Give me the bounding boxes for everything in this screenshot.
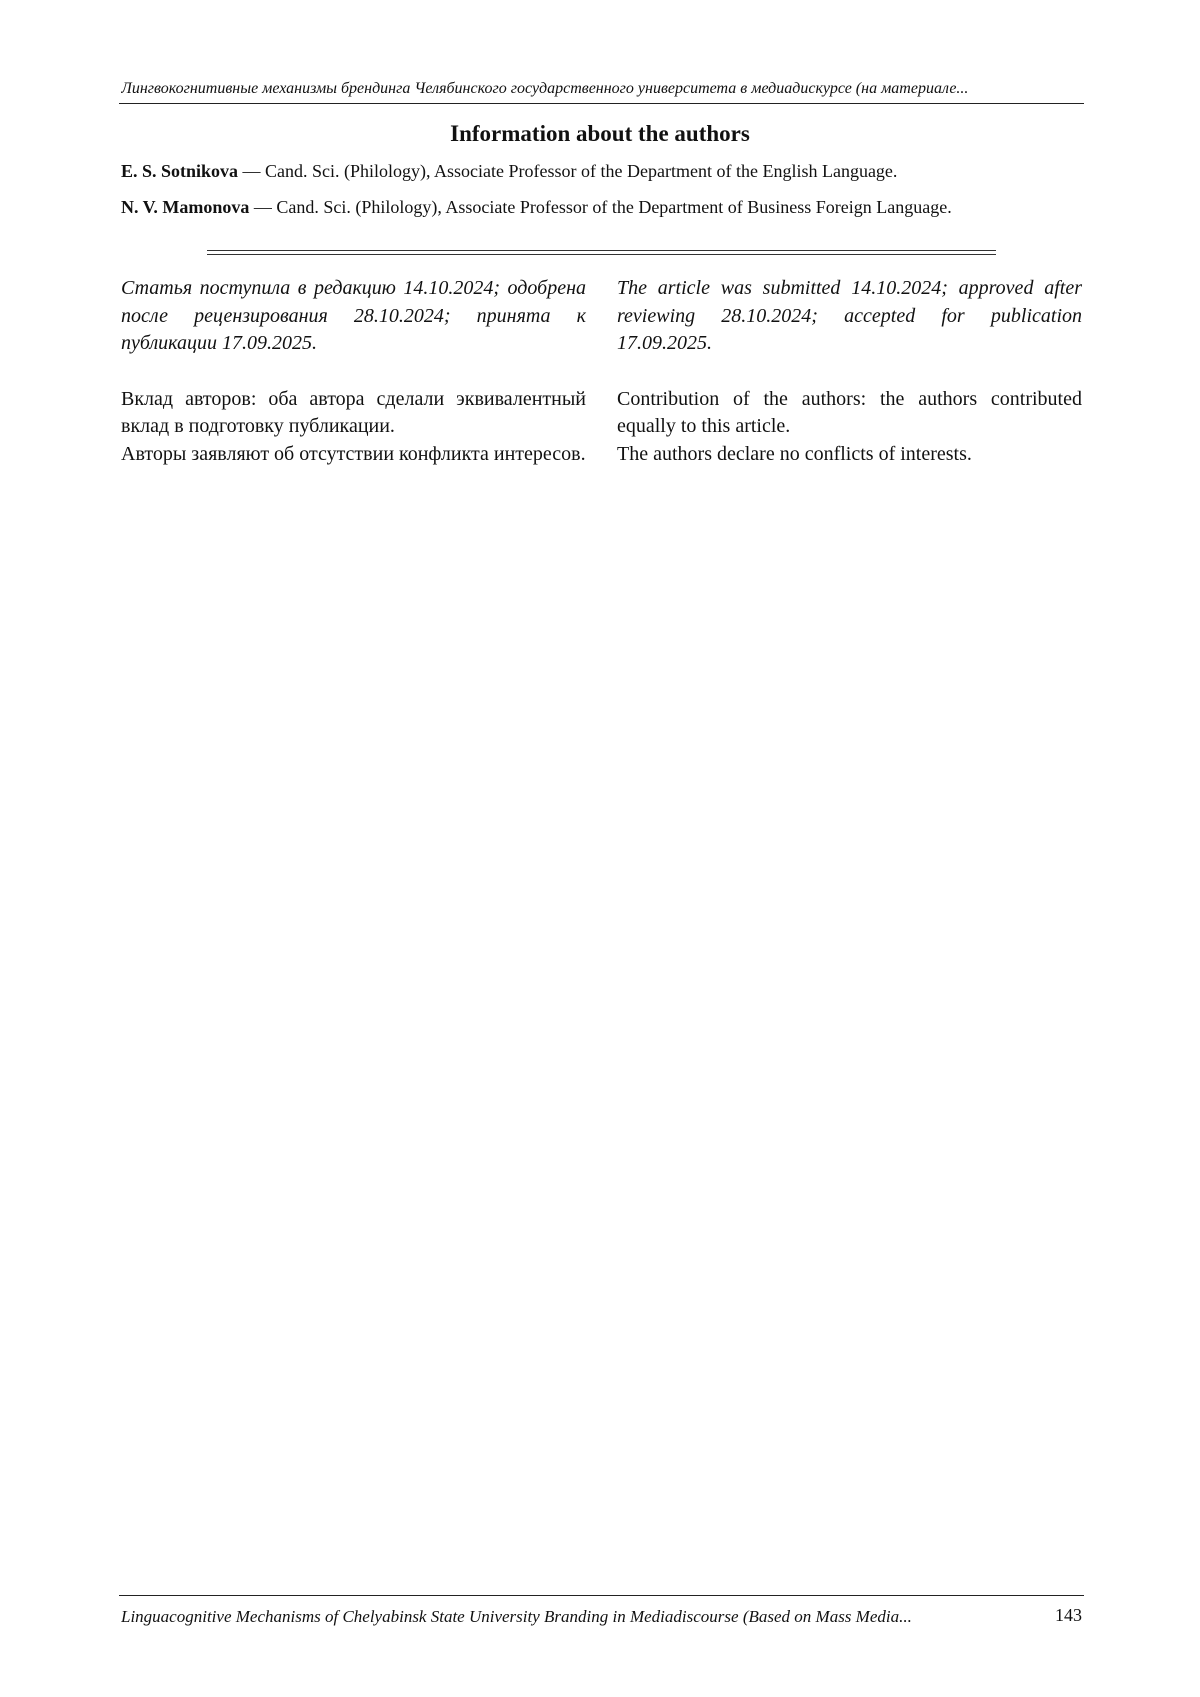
- contribution-en: Contribution of the authors: the authors contributed equally to this article.: [617, 387, 1082, 437]
- author-entry: [121, 197, 952, 218]
- conflicts-en: The authors declare no conflicts of interests.: [617, 442, 972, 465]
- conflicts-ru: Авторы заявляют об отсутствии конфликта интересов.: [121, 442, 586, 465]
- submission-dates-en: The article was submitted 14.10.2024; approved after reviewing 28.10.2024; accepted for publication 17.09.2025.: [617, 277, 1082, 354]
- footer-rule: [119, 1595, 1084, 1596]
- running-header: Лингвокогнитивные механизмы брендинга Челябинского государственного университета в медиадискурсе (на материале...: [121, 80, 969, 97]
- author-entry: [121, 161, 897, 182]
- running-footer: Linguacognitive Mechanisms of Chelyabinsk State University Branding in Mediadiscourse (Based on Mass Media...: [121, 1607, 912, 1626]
- section-divider: [207, 250, 996, 255]
- author-description: — Cand. Sci. (Philology), Associate Professor of the Department of the English Language.: [238, 161, 898, 181]
- russian-column: [121, 275, 586, 468]
- english-column: [617, 275, 1082, 468]
- submission-dates-ru: Статья поступила в редакцию 14.10.2024; одобрена после рецензирования 28.10.2024; принята к публикации 17.09.2025.: [121, 277, 586, 354]
- contribution-ru: Вклад авторов: оба автора сделали эквивалентный вклад в подготовку публикации.: [121, 387, 586, 437]
- header-rule: [119, 103, 1084, 104]
- section-title: Information about the authors: [450, 121, 750, 146]
- page-number: 143: [1055, 1605, 1082, 1625]
- author-name: E. S. Sotnikova: [121, 161, 239, 181]
- author-name: N. V. Mamonova: [121, 197, 250, 217]
- author-description: — Cand. Sci. (Philology), Associate Professor of the Department of Business Foreign Language.: [249, 197, 952, 217]
